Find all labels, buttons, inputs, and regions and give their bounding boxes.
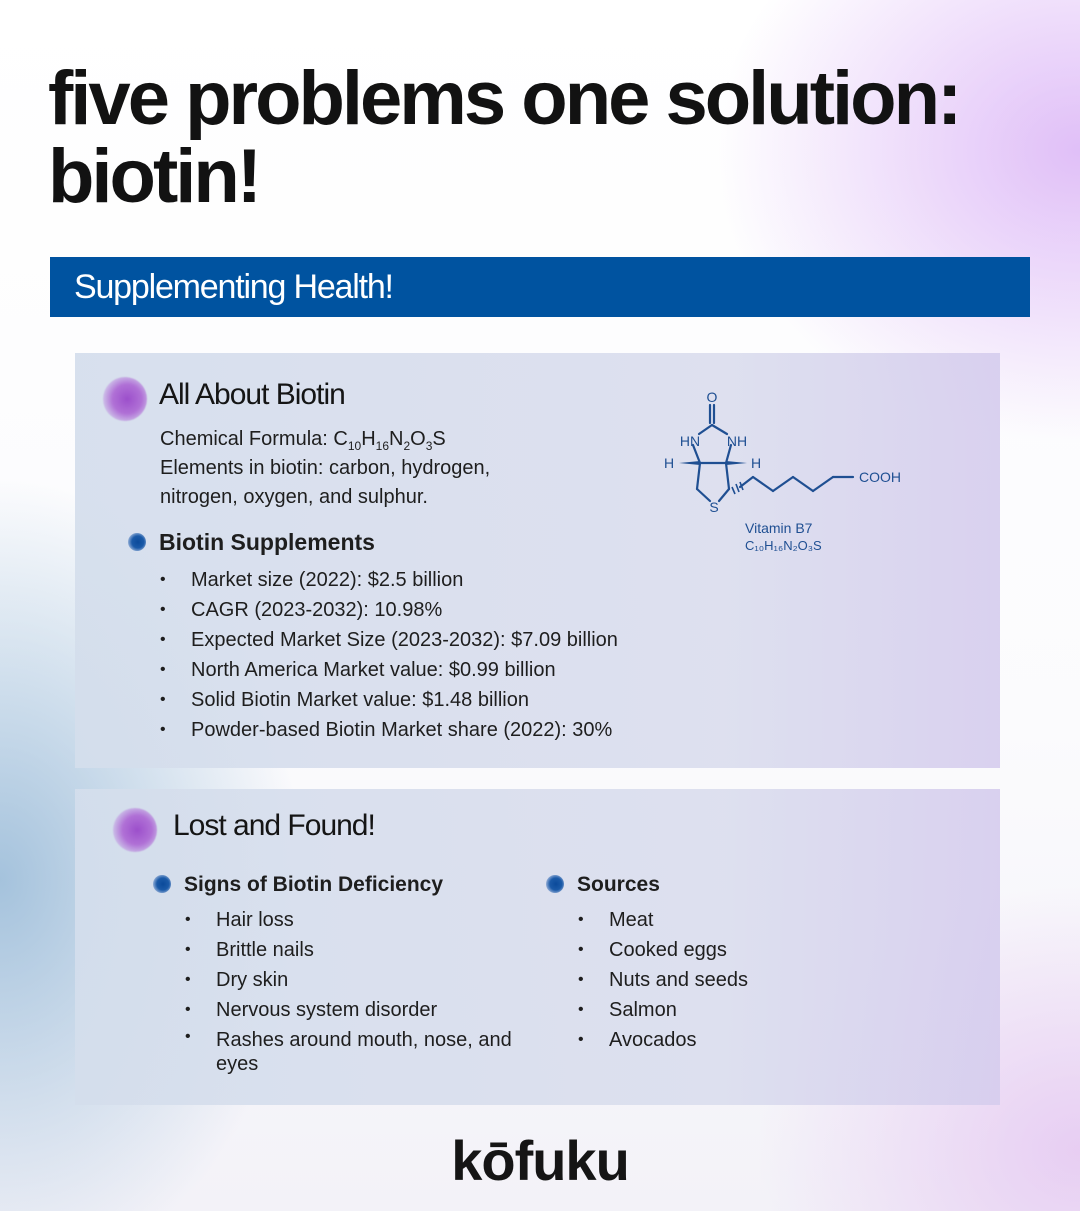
- list-item: • Expected Market Size (2023-2032): $7.09 billion: [160, 625, 780, 655]
- list-item: • Avocados: [578, 1025, 908, 1055]
- purple-orb-icon: [113, 808, 157, 852]
- supplements-heading: Biotin Supplements: [159, 529, 375, 555]
- atom-h-left: H: [663, 455, 675, 471]
- formula-label: Chemical Formula:: [160, 428, 334, 450]
- molecule-caption: Vitamin B7: [745, 520, 813, 536]
- formula-subscript: 2: [403, 439, 411, 453]
- formula-subscript: 16: [375, 439, 390, 453]
- lost-found-panel: [75, 789, 1000, 1105]
- section-banner: Supplementing Health!: [50, 257, 1030, 317]
- list-item: • Hair loss: [185, 905, 515, 935]
- atom-h-right: H: [750, 455, 762, 471]
- atom-s: S: [709, 499, 719, 515]
- list-item: • Market size (2022): $2.5 billion: [160, 565, 780, 595]
- elements-text: Elements in biotin: carbon, hydrogen, nitrogen, oxygen, and sulphur.: [160, 457, 491, 508]
- formula-element: O: [410, 428, 426, 450]
- atom-hn: HN: [679, 433, 701, 449]
- supplements-list: [160, 565, 780, 745]
- sources-heading: Sources: [577, 873, 660, 896]
- atom-o: O: [706, 389, 718, 405]
- list-item: • Nuts and seeds: [578, 965, 908, 995]
- atom-nh: NH: [726, 433, 748, 449]
- list-item: • Brittle nails: [185, 935, 515, 965]
- formula-subscript: 10: [347, 439, 362, 453]
- list-item: • Dry skin: [185, 965, 515, 995]
- purple-orb-icon: [103, 377, 147, 421]
- list-item: • Salmon: [578, 995, 908, 1025]
- sources-list: [578, 905, 908, 1055]
- formula-element: S: [432, 428, 446, 450]
- biotin-molecule-icon: [655, 381, 925, 556]
- lost-found-heading: Lost and Found!: [173, 809, 375, 842]
- about-heading: All About Biotin: [159, 378, 345, 411]
- list-item: • CAGR (2023-2032): 10.98%: [160, 595, 780, 625]
- deficiency-heading: Signs of Biotin Deficiency: [184, 873, 444, 896]
- group-cooh: COOH: [859, 469, 901, 485]
- blue-dot-icon: [153, 875, 171, 893]
- list-item: • North America Market value: $0.99 billion: [160, 655, 780, 685]
- formula-value: [333, 428, 446, 453]
- blue-dot-icon: [128, 533, 146, 551]
- molecule-caption-formula: C₁₀H₁₆N₂O₃S: [745, 538, 822, 553]
- page-title: five problems one solution: biotin!: [48, 56, 960, 219]
- list-item: • Powder-based Biotin Market share (2022): 30%: [160, 715, 780, 745]
- list-item: • Nervous system disorder: [185, 995, 515, 1025]
- formula-element: H: [361, 428, 376, 450]
- list-item: • Solid Biotin Market value: $1.48 billion: [160, 685, 780, 715]
- deficiency-list: [185, 905, 515, 1079]
- list-item: • Rashes around mouth, nose, and eyes: [185, 1025, 515, 1079]
- list-item: • Meat: [578, 905, 908, 935]
- blue-dot-icon: [546, 875, 564, 893]
- formula-element: N: [389, 428, 404, 450]
- brand-logo: kōfuku: [451, 1129, 629, 1192]
- list-item: • Cooked eggs: [578, 935, 908, 965]
- formula-element: C: [333, 428, 348, 450]
- about-biotin-panel: [75, 353, 1000, 768]
- formula-subscript: 3: [425, 439, 433, 453]
